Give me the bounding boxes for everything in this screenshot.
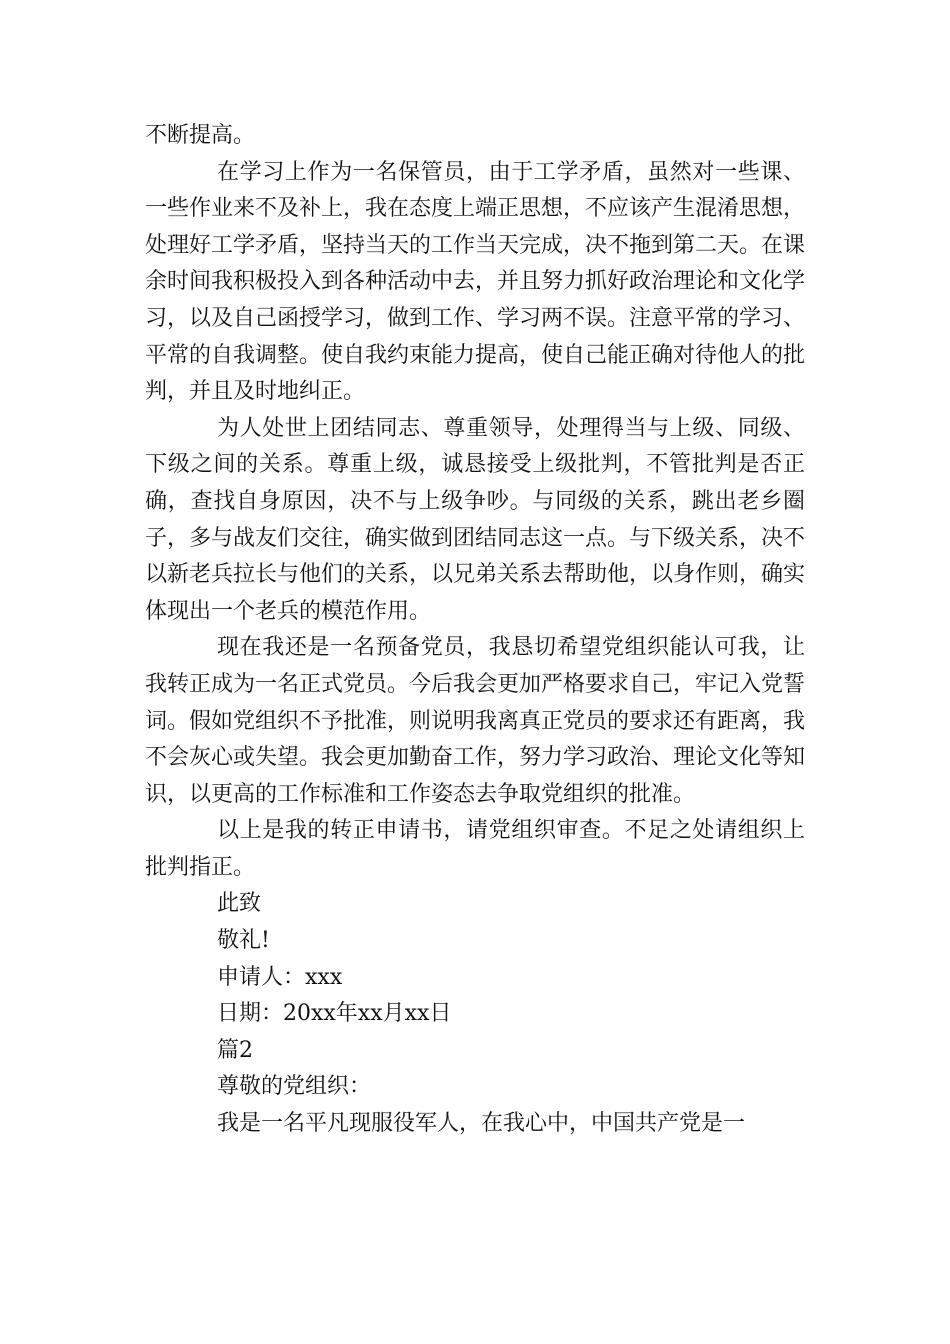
section-2-title: 篇2: [217, 1037, 253, 1063]
paragraph-probation: 现在我还是一名预备党员，我恳切希望党组织能认可我，让我转正成为一名正式党员。今后我会更加严格要求自己，牢记入党誓词。假如党组织不予批准，则说明我离真正党员的要求还有距离，我不会灰心或失望。我会更加勤奋工作，努力学习政治、理论文化等知识，以更高的工作标准和工作姿态去争取党组织的批准。: [145, 635, 806, 807]
section-2-paragraph: 我是一名平凡现服役军人，在我心中，中国共产党是一: [217, 1111, 746, 1137]
paragraph-relations: 为人处世上团结同志、尊重领导，处理得当与上级、同级、下级之间的关系。尊重上级，诚恳接受上级批判，不管批判是否正确，查找自身原因，决不与上级争吵。与同级的关系，跳出老乡圈子，多与战友们交往，确实做到团结同志这一点。与下级关系，决不以新老兵拉长与他们的关系，以兄弟关系去帮助他，以身作则，确实体现出一个老兵的模范作用。: [145, 415, 806, 624]
applicant-line: 申请人：xxx: [217, 964, 343, 990]
section-2-greeting: 尊敬的党组织：: [217, 1074, 372, 1100]
paragraph-request: 以上是我的转正申请书，请党组织审查。不足之处请组织上批判指正。: [145, 818, 805, 880]
paragraph-study: 在学习上作为一名保管员，由于工学矛盾，虽然对一些课、一些作业来不及补上，我在态度上端正思想，不应该产生混淆思想，处理好工学矛盾，坚持当天的工作当天完成，决不拖到第二天。在课余时间我积极投入到各种活动中去，并且努力抓好政治理论和文化学习，以及自己函授学习，做到工作、学习两不误。注意平常的学习、平常的自我调整。使自我约束能力提高，使自己能正确对待他人的批判，并且及时地纠正。: [145, 159, 806, 405]
date-line: 日期：20xx年xx月xx日: [217, 1001, 452, 1027]
closing-line: 此致: [217, 891, 262, 917]
document-body: [145, 118, 805, 1143]
paragraph-continuation: 不断提高。: [145, 123, 256, 148]
salute-line: 敬礼!: [217, 928, 270, 954]
